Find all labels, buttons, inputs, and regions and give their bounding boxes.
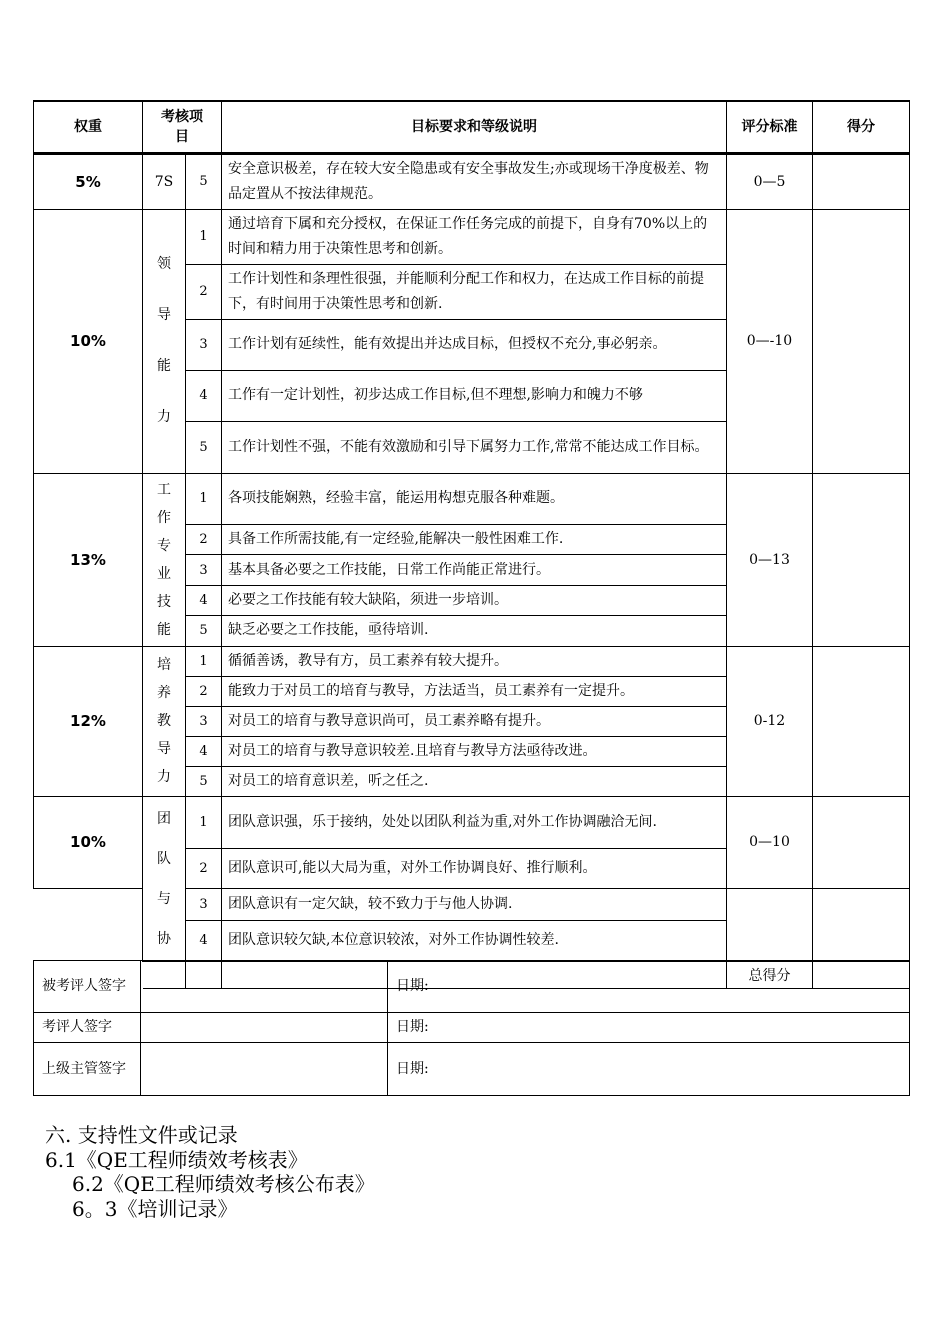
level-description: 团队意识可,能以大局为重，对外工作协调良好、推行顺利。 (222, 848, 727, 888)
level-number: 3 (186, 319, 222, 370)
standard-cell: 0—13 (727, 473, 813, 646)
table-row (34, 209, 910, 264)
total-score-label: 总得分 (727, 961, 813, 988)
level-number: 4 (186, 370, 222, 421)
standard-cell: 0—10 (727, 796, 813, 888)
level-number: 4 (186, 736, 222, 766)
signature-label: 考评人签字 (34, 1013, 141, 1043)
level-number: 3 (186, 888, 222, 920)
level-description: 各项技能娴熟，经验丰富，能运用构想克服各种难题。 (222, 473, 727, 525)
level-description: 缺乏必要之工作技能，亟待培训. (222, 616, 727, 646)
level-number: 5 (186, 421, 222, 473)
header-item: 考核项目 (143, 101, 222, 153)
level-number: 5 (186, 616, 222, 646)
header-score: 得分 (813, 101, 910, 153)
weight-cell: 13% (34, 473, 143, 646)
level-number: 1 (186, 473, 222, 525)
signature-label: 上级主管签字 (34, 1043, 141, 1096)
level-description: 必要之工作技能有较大缺陷，须进一步培训。 (222, 585, 727, 615)
level-description: 对员工的培育意识差，听之任之. (222, 766, 727, 796)
level-number: 1 (186, 209, 222, 264)
level-description: 对员工的培育与教导意识尚可，员工素养略有提升。 (222, 706, 727, 736)
level-description: 能致力于对员工的培育与教导，方法适当，员工素养有一定提升。 (222, 676, 727, 706)
standard-cell: 0—5 (727, 153, 813, 209)
signature-row (34, 1043, 910, 1096)
standard-cell: 0-12 (727, 646, 813, 796)
evaluation-table (33, 100, 910, 989)
level-description: 对员工的培育与教导意识较差.且培育与教导方法亟待改进。 (222, 736, 727, 766)
level-description: 工作计划有延续性，能有效提出并达成目标，但授权不充分,事必躬亲。 (222, 319, 727, 370)
score-cell[interactable] (813, 796, 910, 888)
level-number: 1 (186, 796, 222, 848)
table-header-row (34, 101, 910, 153)
table-row (34, 646, 910, 676)
signature-row (34, 961, 910, 1013)
signature-field[interactable] (141, 1013, 388, 1043)
level-description: 通过培育下属和充分授权，在保证工作任务完成的前提下，自身有70%以上的时间和精力用于决策性思考和创新。 (222, 209, 727, 264)
level-number: 2 (186, 676, 222, 706)
weight-cell: 5% (34, 153, 143, 209)
signature-table (33, 960, 910, 1096)
level-number: 3 (186, 706, 222, 736)
level-description: 具备工作所需技能,有一定经验,能解决一般性困难工作. (222, 525, 727, 555)
score-cell[interactable] (813, 153, 910, 209)
category-cell: 领导能力 (143, 209, 186, 473)
category-cell: 7S (143, 153, 186, 209)
signature-field[interactable] (141, 961, 388, 1013)
weight-cell: 10% (34, 209, 143, 473)
level-number: 2 (186, 264, 222, 319)
table-row (34, 153, 910, 209)
standard-cell: 0—-10 (727, 209, 813, 473)
level-number: 5 (186, 153, 222, 209)
level-description: 安全意识极差，存在较大安全隐患或有安全事故发生;亦或现场干净度极差、物品定置从不按法律规范。 (222, 153, 727, 209)
level-description: 团队意识强，乐于接纳，处处以团队利益为重,对外工作协调融洽无间. (222, 796, 727, 848)
category-cell: 培养教导力 (143, 646, 186, 796)
level-description: 基本具备必要之工作技能，日常工作尚能正常进行。 (222, 555, 727, 585)
document-item: 6.1《QE工程师绩效考核表》 (45, 1148, 308, 1172)
level-description: 团队意识较欠缺,本位意识较浓，对外工作协调性较差. (222, 920, 727, 961)
weight-cell: 12% (34, 646, 143, 796)
table-row (34, 473, 910, 525)
level-description: 循循善诱，教导有方，员工素养有较大提升。 (222, 646, 727, 676)
level-description: 工作计划性不强，不能有效激励和引导下属努力工作,常常不能达成工作目标。 (222, 421, 727, 473)
date-field[interactable]: 日期: (388, 1013, 910, 1043)
signature-label: 被考评人签字 (34, 961, 141, 1013)
score-cell[interactable] (813, 473, 910, 646)
header-description: 目标要求和等级说明 (222, 101, 727, 153)
signature-row (34, 1013, 910, 1043)
level-description: 团队意识有一定欠缺，较不致力于与他人协调. (222, 888, 727, 920)
level-description: 工作计划性和条理性很强，并能顺利分配工作和权力，在达成工作目标的前提下，有时间用于决策性思考和创新. (222, 264, 727, 319)
signature-field[interactable] (141, 1043, 388, 1096)
weight-cell: 10% (34, 796, 143, 888)
category-cell: 团队与协 (143, 796, 186, 961)
level-number: 2 (186, 525, 222, 555)
level-description: 工作有一定计划性，初步达成工作目标,但不理想,影响力和魄力不够 (222, 370, 727, 421)
document-item: 6.2《QE工程师绩效考核公布表》 (72, 1172, 375, 1196)
date-field[interactable]: 日期: (388, 1043, 910, 1096)
table-row (34, 796, 910, 848)
level-number: 4 (186, 920, 222, 961)
section-heading: 六. 支持性文件或记录 (45, 1123, 238, 1147)
header-weight: 权重 (34, 101, 143, 153)
level-number: 4 (186, 585, 222, 615)
score-cell[interactable] (813, 209, 910, 473)
category-cell: 工作专业技能 (143, 473, 186, 646)
level-number: 2 (186, 848, 222, 888)
header-standard: 评分标准 (727, 101, 813, 153)
level-number: 5 (186, 766, 222, 796)
level-number: 3 (186, 555, 222, 585)
level-number: 1 (186, 646, 222, 676)
score-cell[interactable] (813, 646, 910, 796)
document-item: 6。3《培训记录》 (72, 1197, 238, 1221)
date-field[interactable]: 日期: (388, 961, 910, 1013)
